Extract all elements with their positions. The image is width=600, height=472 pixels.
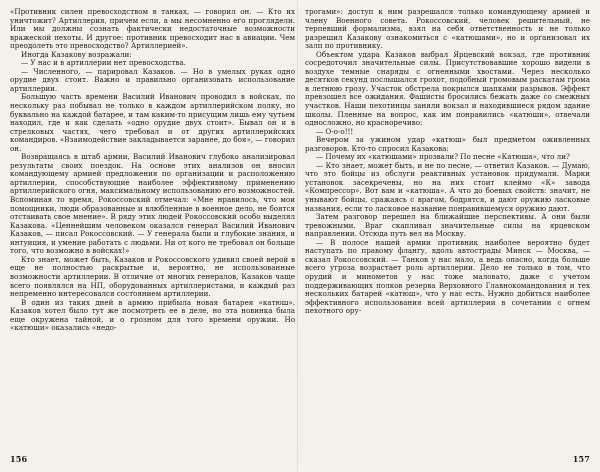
paragraph: В один из таких дней в армию прибыла новая батарея «катюш». Казаков хотел было тут же посмотреть ее в деле, но эта новинка была еще окружена тайной, и о грозном для того времени оружии. Но «катюши» оказались «недо- [10,297,295,333]
paragraph: Кто знает, может быть, Казаков и Рокоссовского удивил своей верой в еще не полностью раскрытые и, вероятно, не использованные возможности артиллерии. В отличие от многих генералов, Казаков чаще всего появлялся на НП, оборудованных артиллеристами, и каждый раз непременно интересовался состоянием артиллерии. [10,254,295,299]
right-page [305,8,590,468]
paragraph: «Противник силен превосходством в танках, — говорил он. — Кто их уничтожит? Артиллерия, причем если, а мы несомненно его проглядели. Или мы должны сознать фактически недостаточные возможности вражеской пехоты. И другое: противник превосходит нас в авиации. Чем преодолеть это превосходство? Артиллерией». [10,8,295,51]
paragraph: — Почему их «катюшами» прозвали? По песне «Катюша», что ли? [316,152,570,162]
page-number: 156 [10,454,28,464]
right-page-text [305,8,590,316]
paragraph: Затем разговор перешел на ближайшие перспективы. А они были тревожными. Враг скапливал значительные силы на ярцевском направлении. Отсюда путь вел на Москву. [305,212,590,239]
paragraph: Вечером за ужином удар «катюш» был предметом оживленных разговоров. Кто-то спросил Казакова: [305,135,590,153]
paragraph: Иногда Казакову возражали: [21,49,132,59]
paragraph: Возвращаясь в штаб армии, Василий Иванович глубоко анализировал результаты своих поездок. На основе этих анализов он вносил командующему армией предложения по организации и расположению артиллерии, способствующие наиболее эффективному применению артиллерийского огня, максимальному использованию его возможностей. Вспоминая то время, Рокоссовский отмечал: «Мне нравилось, что мои помощники, люди образованные и влюбленные в военное дело, не боятся отстаивать свое мнение». В ряду этих людей Рокоссовский особо выделял Казакова. «Ценнейшим человеком оказался генерал Василий Иванович Казаков, — писал Рокоссовский. — У генерала были и глубокие знания, и интуиция, и умение работать с людьми. Ни от кого не требовал он больше того, что возможно в войсках!» [10,152,295,256]
paragraph: — У нас и в артиллерии нет превосходства. [21,58,186,68]
paragraph: — Численного, — парировал Казаков. — Но в умелых руках одно орудие двух стоит. Важно и правильно организовать использование артиллерии. [10,66,295,93]
gutter-divider [297,0,298,472]
paragraph: Большую часть времени Василий Иванович проводил в войсках, по нескольку раз побывал не только в каждом артиллерийском полку, но буквально на каждой батарее, и там каким-то присущим лишь ему чутьем находил, где и как сделать «одно орудие двух стоит». Бывал он и в стрелковых частях, чего требовал и от других артиллерийских командиров. «Взаимодействие закладывается заранее, до боя», — говорил он. [10,92,295,153]
paragraph: — О-о-о!!! [316,126,354,136]
paragraph: — Кто знает, может быть, и не по песне, — ответил Казаков. — Думаю, что это бойцы из обслуги реактивных установок придумали. Марки установок засекречены, но на них стоит клеймо «К» завода «Компрессор». Вот вам и «катюша». А что до боевых свойств: значит, не унывают бойцы, сражаясь с врагом, бодрятся, и дают оружию ласковые названия, если то ласковое название понравившемуся оружию дают. [305,160,590,213]
left-page [10,8,295,468]
paragraph: Объектом удара Казаков выбрал Ярцевский вокзал, где противник сосредоточил значительные силы. Присутствовавшие хорошо видели в воздухе темные снаряды с огненными хвостами. Через несколько десятков секунд послышался грохот, подобный громовым раскатам грома в летнюю грозу. Участок обстрела покрылся шапками разрывов. Эффект превзошел все ожидания. Фашисты бросились бежать даже со смежных участков. Наши пехотинцы заняли вокзал и находившиеся рядом здание школы. Пленные на вопрос, как им понравились «катюши», отвечали односложно, но красноречиво: [305,49,590,128]
left-page-text [10,8,295,333]
paragraph: трогами»: доступ к ним разрешался только командующему армией и члену Военного совета. Рокоссовский, человек решительный, не терпевший формализма, взял на себя ответственность и не только разрешил Казакову ознакомиться с «катюшами», но и организовал их залп по противнику. [305,8,590,51]
paragraph: — В полосе нашей армии противник наиболее вероятно будет наступать по правому флангу, вдоль автострады Минск — Москва, — сказал Рокоссовский. — Танков у нас мало, а ведь опасно, когда больше всего угроза возрастает роль артиллерии. Дело не только в том, что орудий и минометов у нас тоже маловато, даже с учетом поддерживающих полков резерва Верховного Главнокомандования и тех нескольких батарей «катюш», что у нас есть. Нужно добиться наиболее эффективного использования всей артиллерии в сочетании с огнем пехотного ору- [305,237,590,316]
page-number: 157 [572,454,590,464]
